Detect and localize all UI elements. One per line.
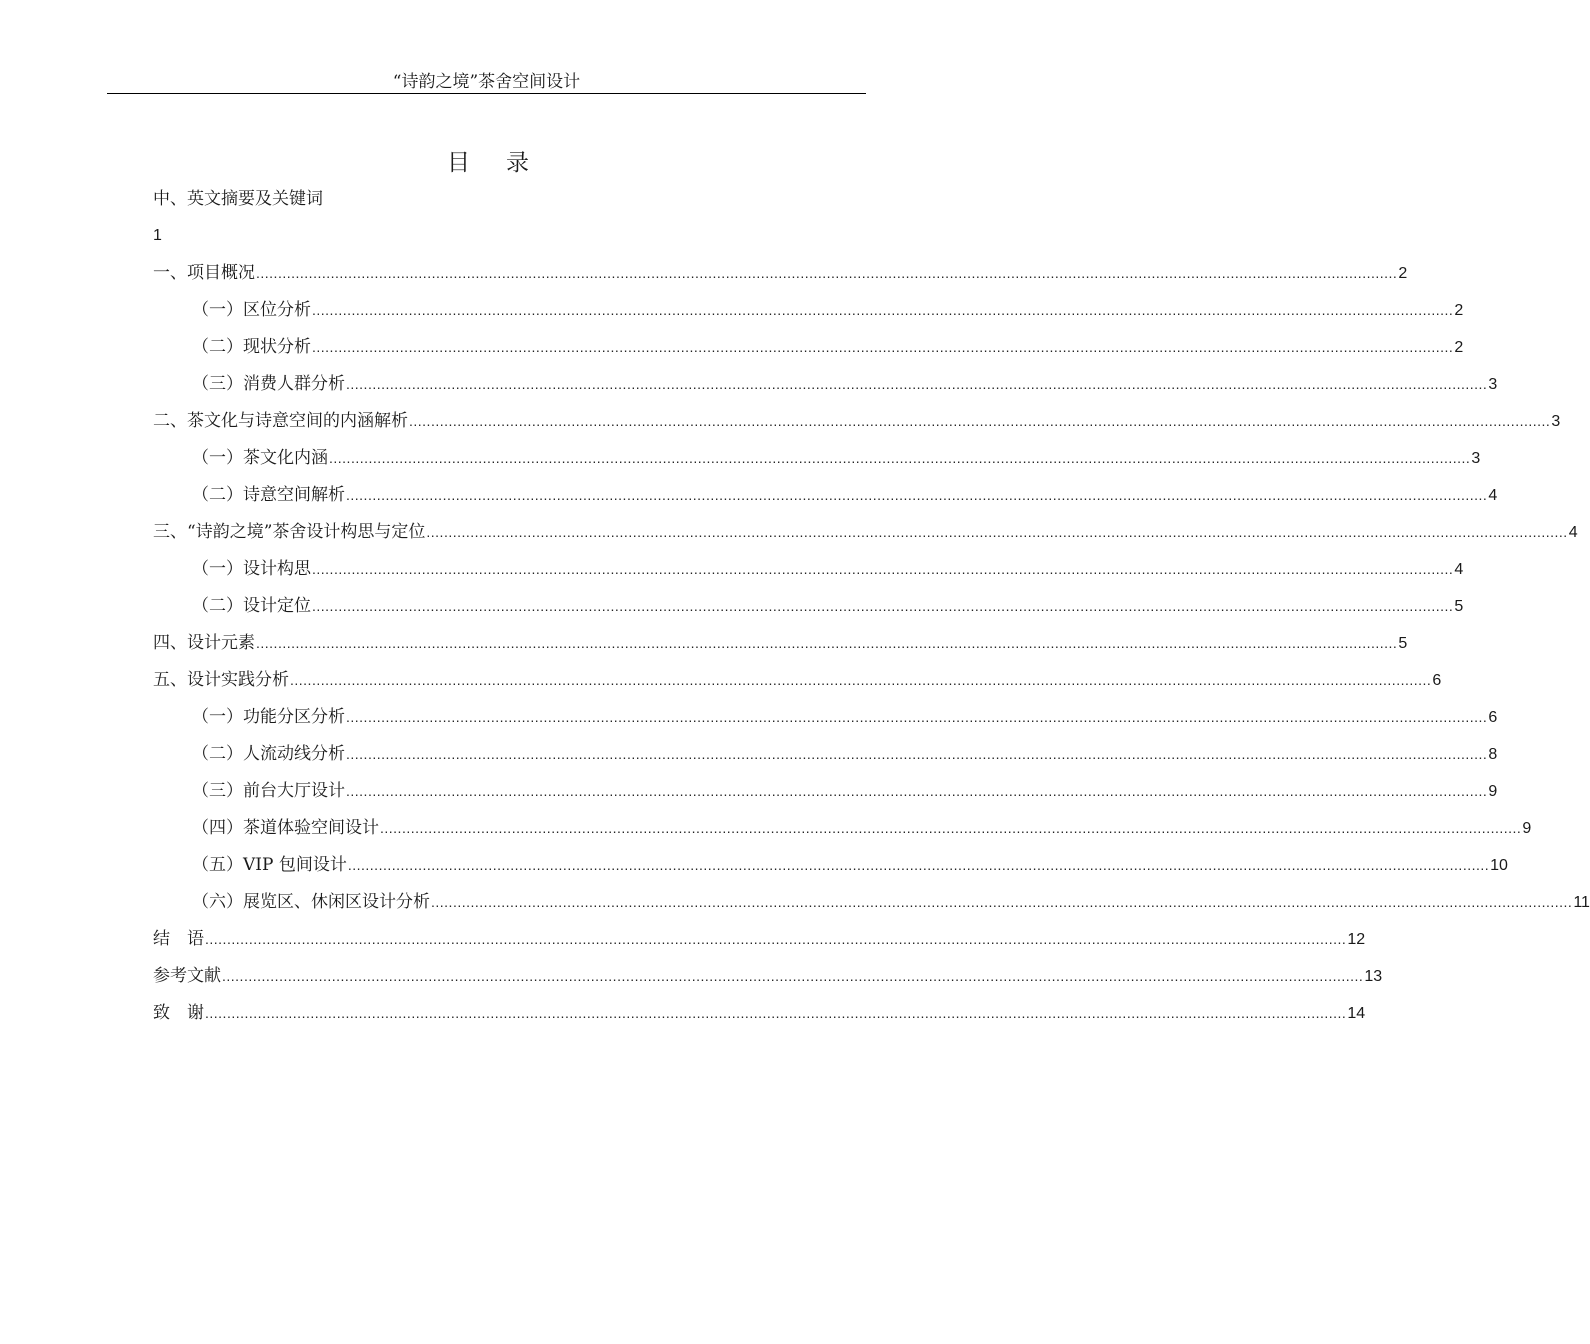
toc-leader-dots: .................................................................................................................................................................................................................................................................... [346, 783, 1488, 799]
toc-entry-number: （三） [192, 374, 243, 394]
toc-entry-page: 11 [1573, 894, 1590, 911]
toc-entry-number: （二） [192, 485, 243, 505]
toc-entry-number: （三） [192, 781, 243, 801]
toc-entry[interactable] [153, 668, 1442, 692]
toc-entry-number: （一） [192, 707, 243, 727]
toc-title [0, 148, 976, 178]
toc-entry[interactable] [153, 1001, 1366, 1025]
toc-entry[interactable] [153, 964, 1383, 988]
toc-entry[interactable] [153, 631, 1408, 655]
toc-entry[interactable] [192, 853, 1508, 877]
toc-entry-text: 前台大厅设计 [243, 781, 345, 801]
toc-entry-text: 设计定位 [243, 596, 311, 616]
toc-entry-text: 设计实践分析 [187, 670, 289, 690]
toc-entry-page: 13 [1364, 968, 1383, 985]
toc-entry[interactable] [192, 372, 1498, 396]
toc-title-right: 录 [506, 150, 529, 176]
toc-entry-text: 诗意空间解析 [243, 485, 345, 505]
toc-leader-dots: .................................................................................................................................................................................................................................................................... [290, 672, 1432, 688]
toc-entry-text: 设计元素 [187, 633, 255, 653]
toc-leader-dots: .................................................................................................................................................................................................................................................................... [205, 931, 1347, 947]
toc-entry-page: 2 [1454, 339, 1464, 356]
toc-leader-dots: .................................................................................................................................................................................................................................................................... [426, 524, 1568, 540]
header-rule [107, 93, 866, 94]
toc-entry[interactable] [192, 779, 1498, 803]
toc-entry-number: （六） [192, 892, 243, 912]
toc-leader-dots: .................................................................................................................................................................................................................................................................... [312, 561, 1454, 577]
toc-leader-dots: .................................................................................................................................................................................................................................................................... [205, 1005, 1347, 1021]
toc-entry-text: 致 谢 [153, 1003, 204, 1023]
toc-entry-text: 结 语 [153, 929, 204, 949]
toc-entry-text: 现状分析 [243, 337, 311, 357]
toc-entry-page: 4 [1488, 487, 1498, 504]
toc-entry-page: 6 [1432, 672, 1442, 689]
toc-abstract-line[interactable]: 中、英文摘要及关键词 [153, 189, 323, 209]
toc-leader-dots: .................................................................................................................................................................................................................................................................... [222, 968, 1364, 984]
toc-entry-text: 区位分析 [243, 300, 311, 320]
toc-entry[interactable] [153, 520, 1578, 544]
toc-entry-page: 5 [1454, 598, 1464, 615]
toc-entry[interactable] [153, 927, 1366, 951]
toc-entry-text: 项目概况 [187, 263, 255, 283]
toc-entry-number: （一） [192, 300, 243, 320]
toc-entry-number: （二） [192, 596, 243, 616]
toc-leader-dots: .................................................................................................................................................................................................................................................................... [380, 820, 1522, 836]
toc-leader-dots: .................................................................................................................................................................................................................................................................... [256, 265, 1398, 281]
toc-entry-number: 四、 [153, 633, 187, 653]
toc-leader-dots: .................................................................................................................................................................................................................................................................... [312, 339, 1454, 355]
toc-entry-text: VIP 包间设计 [243, 855, 347, 875]
toc-entry[interactable] [192, 557, 1464, 581]
toc-leader-dots: .................................................................................................................................................................................................................................................................... [346, 746, 1488, 762]
toc-entry-number: 一、 [153, 263, 187, 283]
toc-entry-page: 3 [1488, 376, 1498, 393]
toc-entry[interactable] [192, 483, 1498, 507]
toc-leader-dots: .................................................................................................................................................................................................................................................................... [409, 413, 1551, 429]
toc-entry-number: （二） [192, 744, 243, 764]
toc-entry-number: 五、 [153, 670, 187, 690]
toc-abstract-page: 1 [153, 227, 162, 244]
running-header: “诗韵之境”茶舍空间设计 [392, 72, 581, 92]
toc-entry-page: 2 [1454, 302, 1464, 319]
toc-entry-page: 5 [1398, 635, 1408, 652]
toc-entry-text: 茶道体验空间设计 [243, 818, 379, 838]
toc-entry-page: 14 [1347, 1005, 1366, 1022]
toc-entry-text: “诗韵之境”茶舍设计构思与定位 [187, 522, 426, 542]
toc-entry[interactable] [192, 335, 1464, 359]
toc-entry[interactable] [192, 816, 1532, 840]
toc-entry-text: 参考文献 [153, 966, 221, 986]
toc-entry[interactable] [192, 446, 1481, 470]
toc-entry-text: 功能分区分析 [243, 707, 345, 727]
toc-entry-number: 三、 [153, 522, 187, 542]
toc-entry[interactable] [192, 594, 1464, 618]
toc-entry[interactable] [192, 742, 1498, 766]
toc-entry-page: 3 [1471, 450, 1481, 467]
toc-entry-number: （一） [192, 448, 243, 468]
toc-entry-page: 10 [1490, 857, 1508, 874]
toc-entry[interactable] [192, 298, 1464, 322]
toc-entry-text: 人流动线分析 [243, 744, 345, 764]
toc-title-left: 目 [447, 150, 470, 176]
toc-entry-page: 4 [1454, 561, 1464, 578]
toc-entry-number: （二） [192, 337, 243, 357]
toc-entry[interactable] [192, 705, 1498, 729]
toc-leader-dots: .................................................................................................................................................................................................................................................................... [329, 450, 1471, 466]
toc-entry-number: （一） [192, 559, 243, 579]
toc-leader-dots: .................................................................................................................................................................................................................................................................... [431, 894, 1573, 910]
toc-entry-number: （五） [192, 855, 243, 875]
toc-entry-page: 2 [1398, 265, 1408, 282]
toc-leader-dots: .................................................................................................................................................................................................................................................................... [346, 709, 1488, 725]
toc-entry[interactable] [153, 261, 1408, 285]
toc-entry-text: 展览区、休闲区设计分析 [243, 892, 430, 912]
toc-entry[interactable] [192, 890, 1590, 914]
toc-leader-dots: .................................................................................................................................................................................................................................................................... [256, 635, 1398, 651]
toc-leader-dots: .................................................................................................................................................................................................................................................................... [346, 487, 1488, 503]
toc-entry-text: 设计构思 [243, 559, 311, 579]
toc-entry-page: 9 [1522, 820, 1532, 837]
toc-entry-page: 3 [1551, 413, 1561, 430]
toc-leader-dots: .................................................................................................................................................................................................................................................................... [347, 857, 1490, 873]
toc-entry-number: 二、 [153, 411, 187, 431]
toc-entry-page: 9 [1488, 783, 1498, 800]
toc-entry-text: 茶文化与诗意空间的内涵解析 [187, 411, 408, 431]
toc-entry-page: 12 [1347, 931, 1366, 948]
toc-entry-number: （四） [192, 818, 243, 838]
toc-leader-dots: .................................................................................................................................................................................................................................................................... [312, 302, 1454, 318]
toc-entry[interactable] [153, 409, 1561, 433]
toc-entry-page: 8 [1488, 746, 1498, 763]
toc-entry-page: 4 [1568, 524, 1578, 541]
toc-entry-page: 6 [1488, 709, 1498, 726]
toc-leader-dots: .................................................................................................................................................................................................................................................................... [346, 376, 1488, 392]
toc-entry-text: 消费人群分析 [243, 374, 345, 394]
toc-entry-text: 茶文化内涵 [243, 448, 328, 468]
toc-leader-dots: .................................................................................................................................................................................................................................................................... [312, 598, 1454, 614]
